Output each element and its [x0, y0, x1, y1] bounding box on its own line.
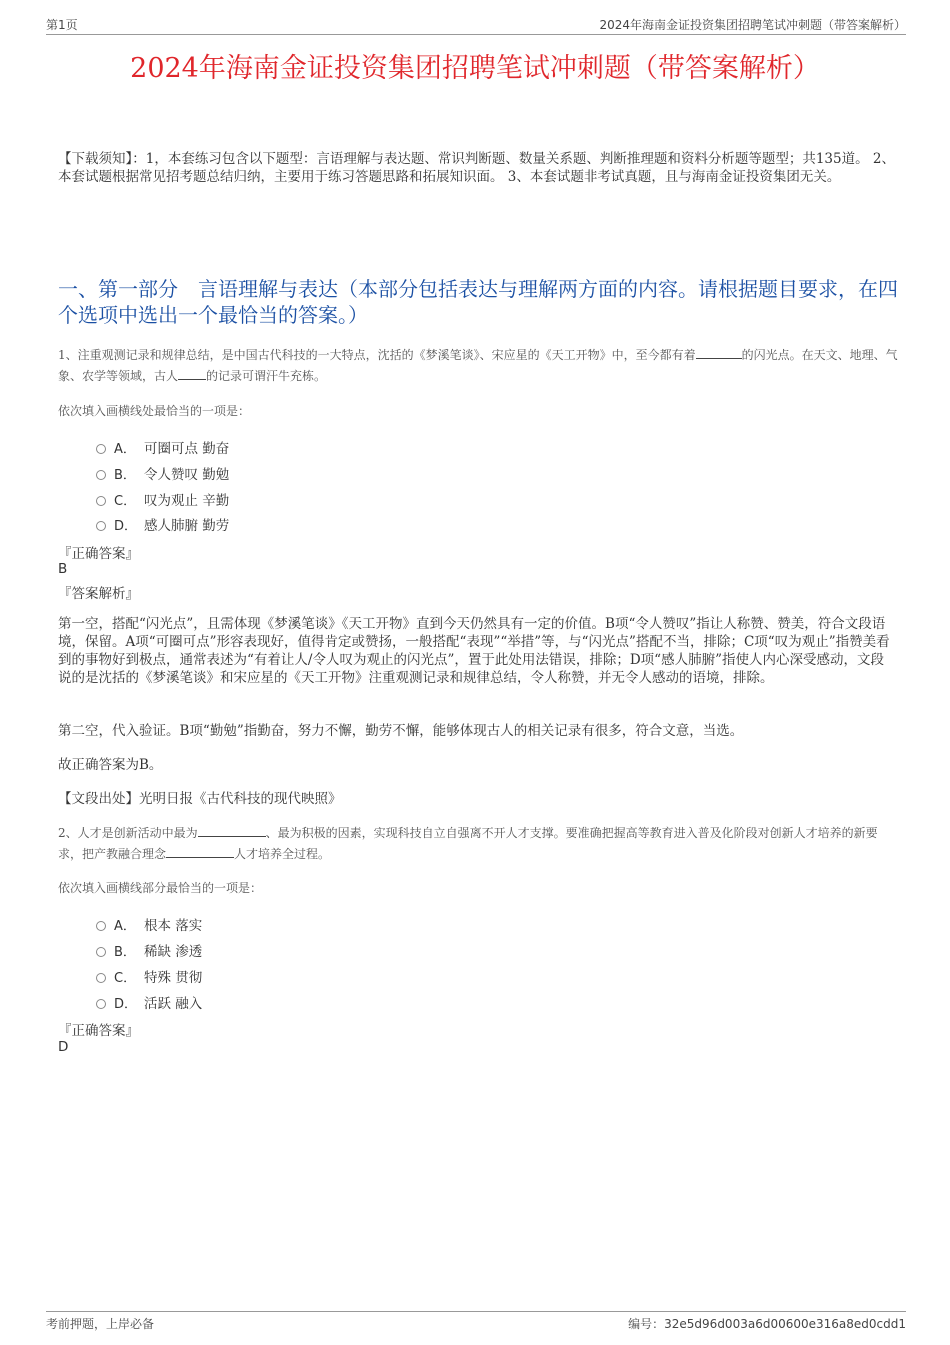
question-2-text-part-a: 2、人才是创新活动中最为 — [58, 826, 198, 840]
option-letter: B． — [114, 944, 136, 960]
analysis-label: 『答案解析』 — [58, 586, 139, 602]
radio-button[interactable] — [96, 496, 106, 506]
question-1-option-b[interactable] — [96, 463, 229, 483]
option-text: 感人肺腑 勤劳 — [144, 518, 230, 534]
question-1-option-c[interactable] — [96, 489, 229, 509]
option-letter: B． — [114, 467, 136, 483]
header-divider — [46, 34, 906, 35]
analysis-paragraph-2: 第二空，代入验证。B项“勤勉”指勤奋，努力不懈，勤劳不懈，能够体现古人的相关记录有很多，符合文意，当选。 — [58, 723, 744, 739]
footer-code-label: 编号： — [628, 1317, 665, 1331]
answer-blank — [178, 367, 206, 380]
page-number: 第1页 — [46, 18, 78, 32]
correct-answer: D — [58, 1039, 69, 1055]
question-1-prompt: 依次填入画横线处最恰当的一项是： — [58, 404, 251, 418]
correct-answer: B — [58, 561, 68, 577]
option-text: 可圈可点 勤奋 — [144, 441, 230, 457]
section-heading: 一、第一部分 言语理解与表达（本部分包括表达与理解两方面的内容。请根据题目要求，在四个选项中选出一个最恰当的答案。） — [58, 277, 898, 327]
option-text: 特殊 贯彻 — [144, 970, 203, 986]
question-1-text-part-b: 的闪光点。在天文、地理、气象、农学等领域，古人 — [58, 348, 898, 383]
analysis-paragraph-1: 第一空，搭配“闪光点”，且需体现《梦溪笔谈》《天工开物》直到今天仍然具有一定的价值。B项“令人赞叹”指让人称赞、赞美，符合文段语境，保留。A项“可圈可点”形容表现好，值得肯定或赞扬，一般搭配“表现”“举措”等，与“闪光点”搭配不当，排除；C项“叹为观止”指赞美看到的事物好到极点，通常表述为“有着让人/令人叹为观止的闪光点”，置于此处用法错误，排除；D项“感人肺腑”指使人内心深受感动，文段说的是沈括的《梦溪笔谈》和宋应星的《天工开物》注重观测记录和规律总结，令人称赞，并无令人感动的语境，排除。 — [58, 616, 890, 686]
question-2-prompt: 依次填入画横线部分最恰当的一项是： — [58, 881, 263, 895]
radio-button[interactable] — [96, 973, 106, 983]
download-notice: 【下载须知】：1，本套练习包含以下题型：言语理解与表达题、常识判断题、数量关系题、判断推理题和资料分析题等题型；共135道。 2、本套试题根据常见招考题总结归纳，主要用于练习答题思路和拓展知识面。 3、本套试题非考试真题，且与海南金证投资集团无关。 — [58, 151, 895, 185]
question-2-option-c[interactable] — [96, 966, 202, 986]
footer-code — [628, 1315, 906, 1332]
question-2-text-part-b: 、最为积极的因素，实现科技自立自强离不开人才支撑。要准确把握高等教育进入普及化阶段对创新人才培养的新要求，把产教融合理念 — [58, 826, 878, 861]
question-2-text — [58, 823, 898, 865]
question-1-text-part-c: 的记录可谓汗牛充栋。 — [206, 369, 327, 383]
analysis-conclusion: 故正确答案为B。 — [58, 757, 163, 773]
option-text: 活跃 融入 — [144, 996, 203, 1012]
option-text: 根本 落实 — [144, 918, 203, 934]
correct-answer-label: 『正确答案』 — [58, 546, 139, 562]
passage-source: 【文段出处】光明日报《古代科技的现代映照》 — [58, 791, 342, 807]
footer-divider — [46, 1311, 906, 1312]
footer-slogan: 考前押题，上岸必备 — [46, 1317, 155, 1331]
question-2-text-part-c: 人才培养全过程。 — [234, 847, 331, 861]
radio-button[interactable] — [96, 947, 106, 957]
answer-blank — [696, 346, 742, 359]
option-text: 叹为观止 辛勤 — [144, 493, 230, 509]
radio-button[interactable] — [96, 444, 106, 454]
answer-blank — [166, 845, 234, 858]
question-1-text — [58, 345, 898, 387]
option-letter: D． — [114, 518, 138, 534]
question-2-option-a[interactable] — [96, 914, 202, 934]
question-1-option-d[interactable] — [96, 514, 229, 534]
option-letter: D． — [114, 996, 138, 1012]
answer-blank — [198, 824, 266, 837]
radio-button[interactable] — [96, 999, 106, 1009]
question-2-option-d[interactable] — [96, 992, 202, 1012]
option-text: 稀缺 渗透 — [144, 944, 203, 960]
option-letter: C． — [114, 493, 137, 509]
option-text: 令人赞叹 勤勉 — [144, 467, 230, 483]
question-1-option-a[interactable] — [96, 437, 229, 457]
footer-code-value: 32e5d96d003a6d00600e316a8ed0cdd1 — [664, 1317, 906, 1331]
page-title: 2024年海南金证投资集团招聘笔试冲刺题（带答案解析） — [130, 53, 820, 84]
option-letter: A． — [114, 918, 136, 934]
header-doc-title: 2024年海南金证投资集团招聘笔试冲刺题（带答案解析） — [599, 18, 906, 32]
option-letter: A． — [114, 441, 136, 457]
radio-button[interactable] — [96, 921, 106, 931]
question-2-option-b[interactable] — [96, 940, 202, 960]
radio-button[interactable] — [96, 521, 106, 531]
question-1-text-part-a: 1、注重观测记录和规律总结，是中国古代科技的一大特点，沈括的《梦溪笔谈》、宋应星的《天工开物》中，至今都有着 — [58, 348, 696, 362]
correct-answer-label: 『正确答案』 — [58, 1023, 139, 1039]
radio-button[interactable] — [96, 470, 106, 480]
option-letter: C． — [114, 970, 137, 986]
